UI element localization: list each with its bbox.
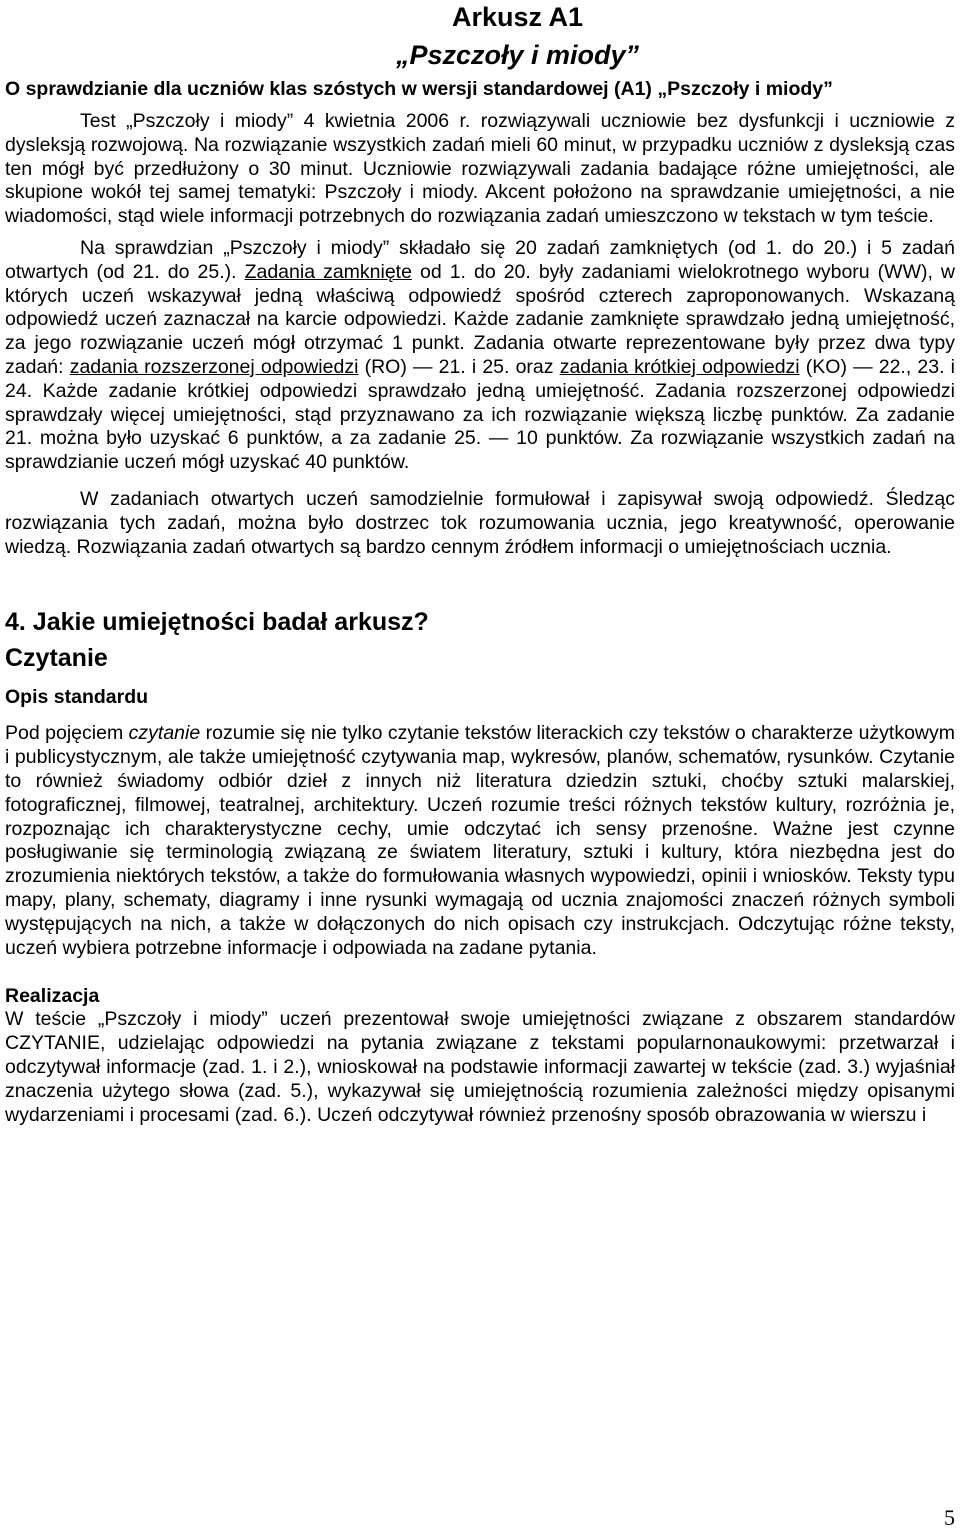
text-span: (RO) — 21. i 25. oraz <box>358 355 560 378</box>
intro-heading: O sprawdzianie dla uczniów klas szóstych w wersji standardowej (A1) „Pszczoły i miody” <box>5 78 833 100</box>
text-span: rozumie się nie tylko czytanie tekstów literackich czy tekstów o charakterze użytkowym i publicystycznym, ale także umiejętność czytywania map, wykresów, planów, schematów, rysunków. Czytanie to również świadomy odbiór dzieł z innych niż literatura dziedzin sztuki, choćby sztuki malarskiej, fotograficznej, filmowej, teatralnej, architektury. Uczeń rozumie treści różnych tekstów kultury, rozróżnia je, rozpoznając ich charakterystyczne cechy, umie odczytać ich sensy przenośne. Ważne jest czynne posługiwanie się terminologią związaną ze światem literatury, sztuki i kultury, która niezbędna jest do zrozumienia niektórych tekstów, a także do formułowania własnych wypowiedzi, opinii i wniosków. Teksty typu mapy, plany, schematy, diagramy i inne rysunki wymagają od ucznia znajomości znaczeń różnych symboli występujących na nich, a także w dołączonych do nich opisach czy instrukcjach. Odczytując różne teksty, uczeń wybiera potrzebne informacje i odpowiada na zadane pytania. <box>5 722 956 959</box>
page-number: 5 <box>944 1505 955 1530</box>
text-span: Pod pojęciem <box>5 722 129 745</box>
underlined-term-short-response: zadania krótkiej odpowiedzi <box>559 355 800 378</box>
intro-paragraph-1: Test „Pszczoły i miody” 4 kwietnia 2006 r. rozwiązywali uczniowie bez dysfunkcji i uczniowie z dysleksją rozwojową. Na rozwiązanie wszystkich zadań mieli 60 minut, w przypadku uczniów z dysleksją czas ten mógł być przedłużony o 30 minut. Uczniowie rozwiązywali zadania badające różne umiejętności, ale skupione wokół tej samej tematyki: Pszczoły i miody. Akcent położono na sprawdzanie umiejętności, a nie wiadomości, stąd wiele informacji potrzebnych do rozwiązania zadań umieszczono w tekstach w tym teście. <box>5 110 955 228</box>
standard-paragraph <box>5 722 955 960</box>
underlined-term-extended-response: zadania rozszerzonej odpowiedzi <box>69 355 359 378</box>
section-heading: 4. Jakie umiejętności badał arkusz? <box>5 608 429 637</box>
text-span: Na sprawdzian „Pszczoły i miody” składało się 20 zadań zamkniętych (od 1. do 20.) i 5 zadań otwartych (od 21. do 25.). <box>5 236 955 283</box>
standard-heading: Opis standardu <box>5 686 149 709</box>
realization-heading: Realizacja <box>5 985 100 1008</box>
intro-paragraph-3: W zadaniach otwartych uczeń samodzielnie formułował i zapisywał swoją odpowiedź. Śledząc rozwiązania tych zadań, można było dostrzec tok rozumowania ucznia, jego kreatywność, operowanie wiedzą. Rozwiązania zadań otwartych są bardzo cennym źródłem informacji o umiejętnościach ucznia. <box>5 487 955 558</box>
page-title: Arkusz A1 <box>451 2 584 32</box>
document-page <box>5 0 955 1127</box>
underlined-term-closed-tasks: Zadania zamknięte <box>244 260 412 283</box>
text-span: od 1. do 20. były zadaniami wielokrotnego wyboru (WW), w których uczeń wskazywał jedną właściwą odpowiedź spośród czterech zaproponowanych. Wskazaną odpowiedź uczeń zaznaczał na karcie odpowiedzi. Każde zadanie zamknięte sprawdzało jedną umiejętność, za jego rozwiązanie uczeń mógł otrzymać 1 punkt. Zadania otwarte reprezentowane były przez dwa typy zadań: <box>5 260 955 378</box>
text-span: (KO) — 22., 23. i 24. Każde zadanie krótkiej odpowiedzi sprawdzało jedną umiejętność. Zadania rozszerzonej odpowiedzi sprawdzały więcej umiejętności, stąd przyznawano za ich rozwiązanie większą liczbę punktów. Za zadanie 21. można było uzyskać 6 punktów, a za zadanie 25. — 10 punktów. Za rozwiązanie wszystkich zadań na sprawdzianie uczeń mógł uzyskać 40 punktów. <box>5 355 955 474</box>
page-subtitle: „Pszczoły i miody” <box>395 40 640 70</box>
section-subheading: Czytanie <box>5 644 108 673</box>
italic-term-reading: czytanie <box>128 722 201 745</box>
intro-paragraph-2 <box>5 237 955 475</box>
realization-paragraph: W teście „Pszczoły i miody” uczeń prezentował swoje umiejętności związane z obszarem standardów CZYTANIE, udzielając odpowiedzi na pytania związane z tekstami popularnonaukowymi: przetwarzał i odczytywał informacje (zad. 1. i 2.), wnioskował na podstawie informacji zawartej w tekście (zad. 3.) wyjaśniał znaczenia użytego słowa (zad. 5.), wykazywał się umiejętnością rozumienia zależności między opisanymi wydarzeniami i procesami (zad. 6.). Uczeń odczytywał również przenośny sposób obrazowania w wierszu i <box>5 1008 955 1126</box>
